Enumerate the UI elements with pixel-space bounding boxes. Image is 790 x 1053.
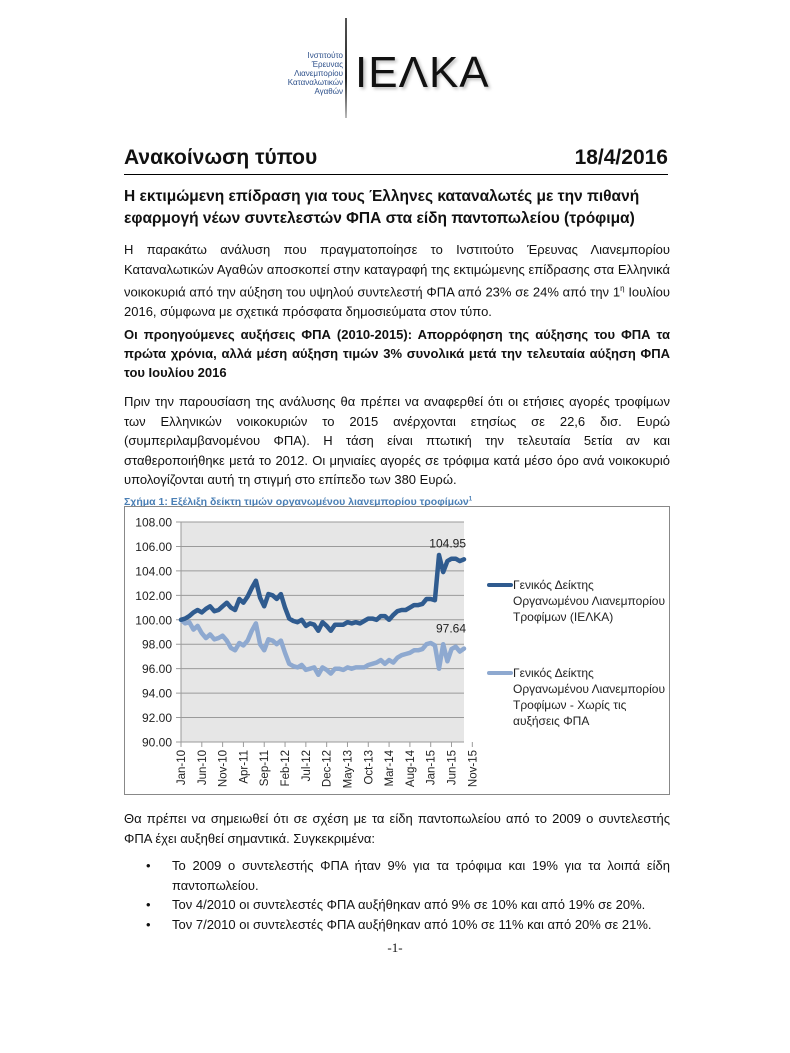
intro-superscript: η [620, 284, 625, 293]
ielka-logo [283, 18, 523, 118]
y-tick-label: 96.00 [141, 662, 172, 677]
logo-sub-line: Αγαθών [314, 87, 343, 96]
list-item: • Τον 4/2010 οι συντελεστές ΦΠΑ αυξήθηκαν από 9% σε 10% και από 19% σε 20%. [124, 895, 670, 915]
y-tick-label: 92.00 [141, 711, 172, 726]
x-tick-label: Feb-12 [280, 750, 293, 787]
document-header [124, 144, 668, 175]
x-tick-label: May-13 [342, 750, 355, 789]
series-end-label: 104.95 [429, 536, 466, 551]
legend-label: Γενικός Δείκτης Οργανωμένου Λιανεμπορίου Τροφίμων (ΙΕΛΚΑ) [513, 578, 666, 624]
logo-sub-line: Ινστιτούτο [307, 51, 343, 60]
x-tick-label: Nov-10 [217, 750, 230, 788]
y-tick-label: 94.00 [141, 686, 172, 701]
y-tick-label: 100.00 [135, 613, 172, 628]
line-chart-plot [125, 507, 671, 796]
logo-sub-line: Καταναλωτικών [287, 78, 343, 87]
logo-sub-line: Λιανεμπορίου [294, 69, 343, 78]
legend-swatch-light [487, 671, 513, 675]
logo-sub-line: Έρευνας [311, 60, 343, 69]
y-tick-label: 106.00 [135, 539, 172, 554]
list-item: • Το 2009 ο συντελεστής ΦΠΑ ήταν 9% για τα τρόφιμα και 19% για τα λοιπά είδη παντοπωλείου. [124, 856, 670, 895]
x-tick-label: Nov-15 [467, 750, 480, 788]
y-tick-label: 90.00 [141, 735, 172, 750]
logo-divider [345, 18, 347, 118]
y-tick-label: 108.00 [135, 515, 172, 530]
x-tick-label: Jun-10 [196, 750, 209, 786]
x-tick-label: Oct-13 [363, 750, 376, 785]
price-index-chart [124, 506, 670, 795]
intro-text: Η παρακάτω ανάλυση που πραγματοποίησε το Ινστιτούτο Έρευνας Λιανεμπορίου Καταναλωτικών Αγαθών αποσκοπεί στην καταγραφή της εκτιμώμενης επίδρασης στα Ελληνικά νοικοκυριά από την αύξηση του υψηλού συντελεστή ΦΠΑ από 23% σε 24% από την 1 [124, 242, 670, 300]
footnote-mark: 1 [468, 496, 473, 503]
vat-history-list [124, 856, 670, 934]
y-tick-label: 102.00 [135, 588, 172, 603]
legend-swatch-dark [487, 583, 513, 587]
x-tick-label: Aug-14 [404, 750, 417, 788]
series-end-label: 97.64 [435, 621, 466, 636]
legend-label: Γενικός Δείκτης Οργανωμένου Λιανεμπορίου Τροφίμων - Χωρίς τις αυξήσεις ΦΠΑ [513, 666, 666, 728]
y-tick-label: 104.00 [135, 564, 172, 579]
x-tick-label: Sep-11 [259, 750, 272, 787]
logo-subtitle [283, 51, 343, 96]
document-subtitle: Η εκτιμώμενη επίδραση για τους Έλληνες καταναλωτές με την πιθανή εφαρμογή νέων συντελεστών ΦΠΑ στα είδη παντοπωλείου (τρόφιμα) [124, 188, 640, 227]
x-tick-label: Apr-11 [238, 750, 251, 784]
x-tick-label: Jul-12 [300, 750, 313, 782]
x-tick-label: Jan-10 [176, 750, 188, 786]
vat-history-paragraph: Θα πρέπει να σημειωθεί ότι σε σχέση με τα είδη παντοπωλείου από το 2009 ο συντελεστής ΦΠΑ έχει αυξηθεί σημαντικά. Συγκεκριμένα: [124, 811, 670, 846]
page-number: -1- [387, 940, 403, 955]
market-paragraph: Πριν την παρουσίαση της ανάλυσης θα πρέπει να αναφερθεί ότι οι ετήσιες αγορές τροφίμων των Ελληνικών νοικοκυριών το 2015 ανέρχονται ετησίως σε 22,6 δισ. Ευρώ (συμπεριλαμβανομένου ΦΠΑ). Η τάση είναι πτωτική την τελευταία 5ετία αν και σταθεροποιήθηκε μετά το 2012. Οι μηνιαίες αγορές σε τρόφιμα κατά μέσο όρο ανά νοικοκυριό υπολογίζονται αυτή τη στιγμή στο επίπεδο των 380 Ευρώ. [124, 394, 670, 487]
x-tick-label: Mar-14 [384, 750, 397, 787]
list-item: • Τον 7/2010 οι συντελεστές ΦΠΑ αυξήθηκαν από 10% σε 11% και από 20% σε 21%. [124, 915, 670, 935]
x-tick-label: Jun-15 [446, 750, 459, 786]
x-tick-label: Jan-15 [425, 750, 438, 786]
plot-background [181, 522, 464, 742]
y-tick-label: 98.00 [141, 637, 172, 652]
figure-caption-text: Σχήμα 1: Εξέλιξη δείκτη τιμών οργανωμένου λιανεμπορίου τροφίμων [124, 496, 469, 508]
logo-wordmark: ΙΕΛΚΑ [355, 48, 490, 97]
intro-paragraph [124, 240, 670, 321]
intro-text-end: Ιουλίου 2016, σύμφωνα με σχετικά πρόσφατα δημοσιεύματα στον τύπο. [124, 284, 671, 319]
document-date: 18/4/2016 [574, 146, 668, 169]
section-heading: Οι προηγούμενες αυξήσεις ΦΠΑ (2010-2015): Απορρόφηση της αύξησης του ΦΠΑ τα πρώτα χρόνια, αλλά μέση αύξηση τιμών 3% συνολικά μετά την τελευταία αύξηση ΦΠΑ του Ιουλίου 2016 [124, 327, 670, 380]
x-tick-label: Dec-12 [321, 750, 334, 788]
document-title: Ανακοίνωση τύπου [124, 146, 318, 169]
